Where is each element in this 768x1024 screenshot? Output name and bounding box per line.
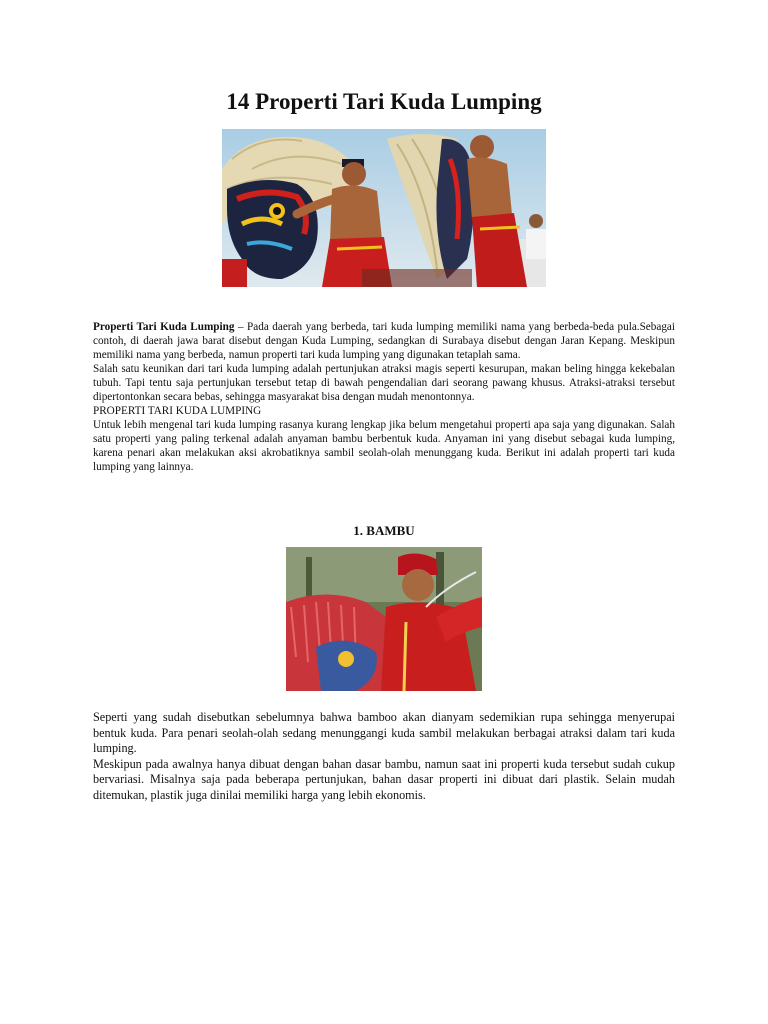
- hero-photo-kuda-lumping-dancers: [222, 129, 546, 287]
- bambu-section-text: [93, 710, 675, 803]
- section-heading-bambu: 1. BAMBU: [353, 523, 415, 538]
- intro-subheading: PROPERTI TARI KUDA LUMPING: [93, 405, 262, 417]
- page-title: 14 Properti Tari Kuda Lumping: [226, 89, 542, 114]
- intro-paragraph-1: [93, 320, 675, 362]
- bambu-photo-dancer: [286, 547, 482, 691]
- intro-lead-bold: Properti Tari Kuda Lumping: [93, 321, 235, 333]
- intro-lead-rest: – Pada daerah yang berbeda, tari kuda lumping memiliki nama yang berbeda-beda pula.Sebagai contoh, di daerah jawa barat disebut dengan Kuda Lumping, sedangkan di Surabaya disebut dengan Jaran Kepang. Meskipun memiliki nama yang berbeda, namun properti tari kuda lumping yang digunakan tetaplah sama.: [93, 321, 675, 361]
- intro-text: [93, 320, 675, 474]
- intro-paragraph-3: Untuk lebih mengenal tari kuda lumping rasanya kurang lengkap jika belum mengetahui properti apa saja yang digunakan. Salah satu properti yang paling terkenal adalah anyaman bambu berbentuk kuda. Anyaman ini yang disebut sebagai kuda lumping, karena penari akan melakukan aksi akrobatiknya sambil seolah-olah menunggang kuda. Berikut ini adalah properti tari kuda lumping yang lainnya.: [93, 419, 675, 473]
- bambu-paragraph-1: Seperti yang sudah disebutkan sebelumnya bahwa bamboo akan dianyam sedemikian rupa sehingga menyerupai bentuk kuda. Para penari seolah-olah sedang menunggangi kuda sambil melakukan berbagai atraksi dalam tari kuda lumping.: [93, 710, 675, 755]
- bambu-paragraph-2: Meskipun pada awalnya hanya dibuat dengan bahan dasar bambu, namun saat ini properti kuda tersebut sudah cukup bervariasi. Misalnya saja pada beberapa pertunjukan, bahan dasar properti ini dibuat dari plastik. Selain mudah ditemukan, plastik juga dinilai memiliki harga yang lebih ekonomis.: [93, 756, 675, 802]
- intro-paragraph-2: Salah satu keunikan dari tari kuda lumping adalah pertunjukan atraksi magis seperti kesurupan, makan beling hingga kekebalan tubuh. Tapi tentu saja pertunjukan tersebut tetap di bawah pengendalian dari seorang pawang khusus. Atraksi-atraksi tersebut dipertontonkan secara bebas, sehingga masyarakat bisa dengan mudah menontonnya.: [93, 363, 675, 403]
